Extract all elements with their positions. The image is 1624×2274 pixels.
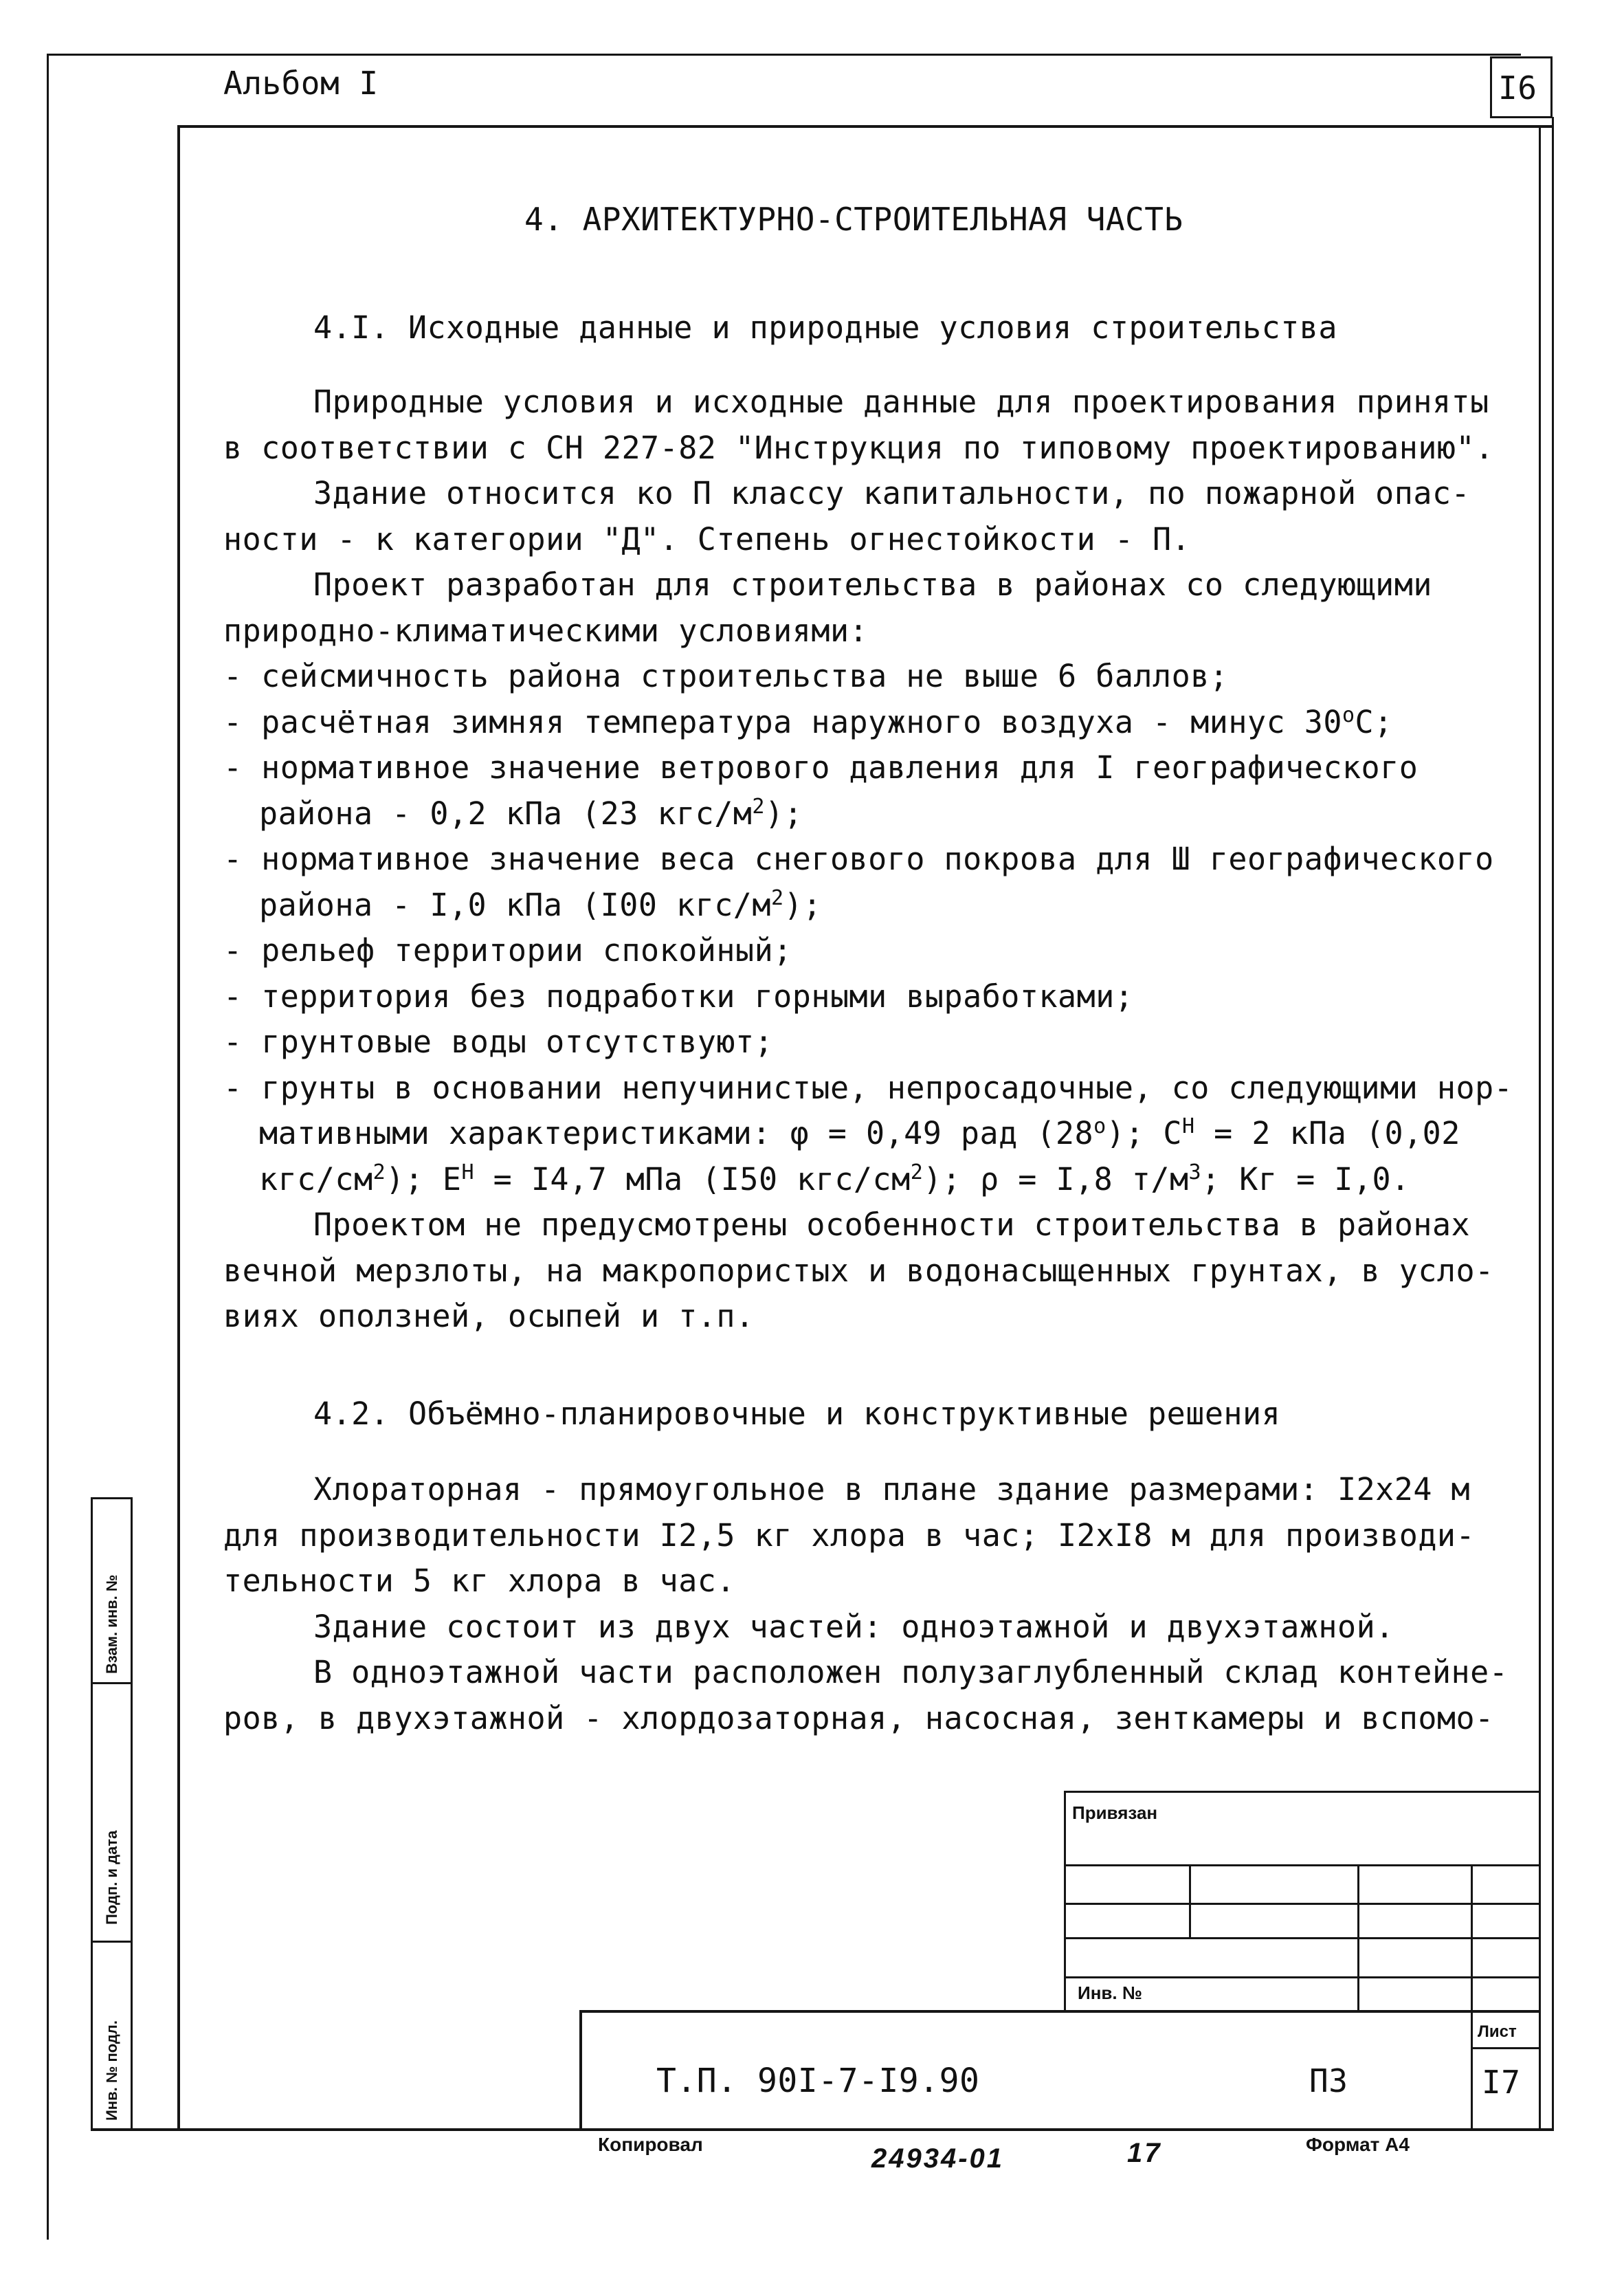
s1-line-2: в соответствии с СН 227-82 "Инструкция по типовому проектированию". xyxy=(223,429,1494,466)
margin-label-inv: Инв. № подл. xyxy=(103,2020,120,2121)
footer-kopiroval: Копировал xyxy=(598,2134,703,2155)
footer-handwritten-code: 24934-01 xyxy=(871,2143,1005,2174)
stamp-main-top xyxy=(579,2010,1540,2013)
stamp-sheet-label: Лист xyxy=(1478,2022,1517,2041)
stamp-upper-left xyxy=(1064,1791,1066,2012)
stamp-upper-top xyxy=(1064,1791,1540,1793)
margin-strip-right xyxy=(131,1497,133,2130)
s1-line-7: - сейсмичность района строительства не выше 6 баллов; xyxy=(223,658,1229,694)
s1-line-6: природно-климатическими условиями: xyxy=(223,612,869,649)
s2-line-1: Хлораторная - прямоугольное в плане здание размерами: I2x24 м xyxy=(313,1471,1471,1508)
s1-line-13: - рельеф территории спокойный; xyxy=(223,932,792,969)
margin-strip-left xyxy=(91,1497,93,2130)
outer-left-border xyxy=(47,54,49,2240)
album-label: Альбом I xyxy=(223,65,379,102)
frame-top xyxy=(177,125,1554,128)
header-top-line xyxy=(47,54,1521,56)
frame-bottom xyxy=(91,2128,1554,2131)
stamp-row-2 xyxy=(1064,1903,1540,1905)
s1-line-3: Здание относится ко П классу капитальности, по пожарной опас- xyxy=(313,475,1471,511)
s1-line-18: кгс/$см^2$); $Е^Н = I4,7$ мПа (I50 кгс/$см^2$); ρ = I,8 $т/м^3$; Кг = I,0. xyxy=(259,1160,1410,1197)
margin-strip-top xyxy=(91,1497,132,1499)
footer-format: Формат А4 xyxy=(1306,2134,1410,2155)
stamp-doc-code: Т.П. 90I-7-I9.90 xyxy=(656,2062,980,2100)
s1-line-9: - нормативное значение ветрового давления для I географического xyxy=(223,749,1419,786)
footer-handwritten-page: 17 xyxy=(1127,2138,1162,2168)
margin-label-vzam: Взам. инв. № xyxy=(103,1574,120,1674)
s1-line-4: ности - к категории "Д". Степень огнестойкости - П. xyxy=(223,520,1191,558)
s2-line-6: ров, в двухэтажной - хлордозаторная, насосная, зенткамеры и вспомо- xyxy=(223,1699,1494,1736)
margin-divider-2 xyxy=(91,1941,132,1943)
margin-label-podp: Подп. и дата xyxy=(103,1830,120,1925)
s2-line-5: В одноэтажной части расположен полузаглубленный склад контейне- xyxy=(313,1654,1509,1690)
s1-line-17: мативными характеристиками: φ = 0,49 рад $(28^о)$; $С^Н = 2$ кПа (0,02 xyxy=(259,1114,1460,1151)
stamp-col-3 xyxy=(1471,1864,1473,2012)
s1-line-19: Проектом не предусмотрены особенности строительства в районах xyxy=(313,1206,1471,1243)
s1-line-14: - территория без подработки горными выработками; xyxy=(223,978,1134,1015)
s1-line-15: - грунтовые воды отсутствуют; xyxy=(223,1024,774,1060)
s2-line-2: для производительности I2,5 кг хлора в час; I2xI8 м для производи- xyxy=(223,1516,1476,1554)
margin-divider-1 xyxy=(91,1682,132,1684)
section2-heading: 4.2. Объёмно-планировочные и конструктивные решения xyxy=(313,1395,1281,1432)
s1-line-1: Природные условия и исходные данные для проектирования приняты xyxy=(313,384,1489,420)
stamp-col-1 xyxy=(1189,1864,1191,1939)
s1-line-5: Проект разработан для строительства в районах со следующими xyxy=(313,566,1432,603)
stamp-col-2 xyxy=(1357,1864,1359,2012)
frame-left xyxy=(177,125,180,2130)
stamp-sheet-number: I7 xyxy=(1482,2064,1521,2101)
stamp-inv-no: Инв. № xyxy=(1078,1983,1142,2003)
stamp-row-1 xyxy=(1064,1864,1540,1866)
s1-line-8: - расчётная зимняя температура наружного воздуха - минус $30^оС$; xyxy=(223,703,1393,740)
s1-line-12: района - I,0 кПа (I00 кгс/$м^2$); xyxy=(259,885,822,923)
s1-line-11: - нормативное значение веса снегового покрова для Ш географического xyxy=(223,841,1494,877)
s1-line-10: района - 0,2 кПа (23 кгс/$м^2$); xyxy=(259,794,803,832)
section1-heading: 4.I. Исходные данные и природные условия строительства xyxy=(313,309,1337,346)
stamp-row-3 xyxy=(1064,1937,1540,1939)
section2-body xyxy=(223,1467,1515,1741)
s2-line-4: Здание состоит из двух частей: одноэтажной и двухэтажной. xyxy=(313,1608,1394,1645)
stamp-row-4 xyxy=(1064,1976,1540,1978)
frame-right-outer xyxy=(1552,117,1554,2130)
s1-line-21: виях оползней, осыпей и т.п. xyxy=(223,1298,755,1334)
stamp-sheet-divider xyxy=(1471,2047,1540,2049)
stamp-main-left xyxy=(579,2010,582,2130)
s1-line-20: вечной мерзлоты, на макропористых и водонасыщенных грунтах, в усло- xyxy=(223,1252,1494,1289)
s1-line-16: - грунты в основании непучинистые, непросадочные, со следующими нор- xyxy=(223,1069,1513,1106)
section1-body xyxy=(223,379,1515,1340)
frame-right-inner xyxy=(1539,125,1541,2130)
s2-line-3: тельности 5 кг хлора в час. xyxy=(223,1563,735,1599)
stamp-sheet-col xyxy=(1471,2010,1473,2130)
stamp-doc-type: ПЗ xyxy=(1309,2062,1348,2099)
stamp-privyazan: Привязан xyxy=(1072,1802,1158,1823)
page-number: I6 xyxy=(1498,69,1537,107)
page-title: 4. АРХИТЕКТУРНО-СТРОИТЕЛЬНАЯ ЧАСТЬ xyxy=(524,201,1183,238)
